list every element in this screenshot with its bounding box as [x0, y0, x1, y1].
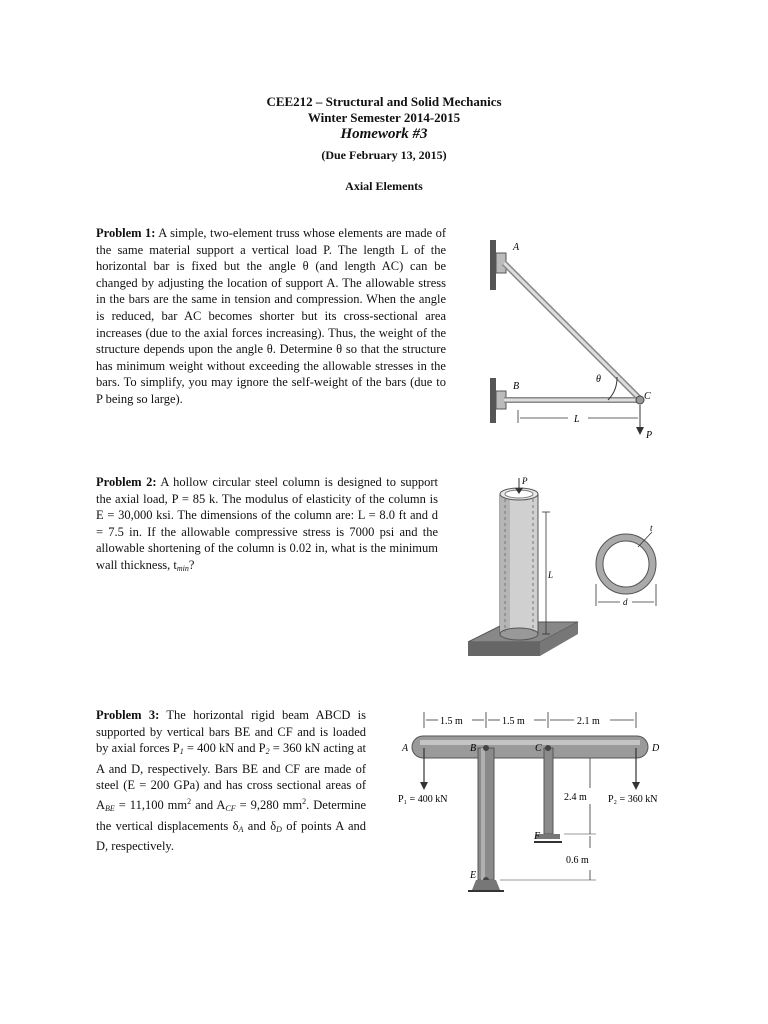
load-p2: P₂ = 360 kN: [608, 794, 658, 805]
label-theta: θ: [596, 374, 601, 385]
rigid-beam: [412, 736, 648, 758]
column-figure: [460, 474, 690, 669]
rigid-beam-figure: [390, 708, 690, 908]
course-title: CEE212 – Structural and Solid Mechanics: [266, 94, 502, 109]
label-t: t: [650, 523, 653, 533]
angle-arc: [608, 377, 617, 400]
problem-3-title: Problem 3:: [96, 708, 160, 722]
dim-fe: 0.6 m: [566, 855, 589, 866]
joint-c: [636, 396, 644, 404]
label-p: P: [522, 476, 528, 486]
label-d: d: [623, 597, 628, 607]
dim-cd: 2.1 m: [577, 716, 600, 727]
label-f: F: [534, 831, 541, 842]
dim-cf: 2.4 m: [564, 792, 587, 803]
label-d: D: [652, 743, 660, 754]
truss-figure: [480, 225, 670, 445]
label-c: C: [535, 743, 542, 754]
problem-1-title: Problem 1:: [96, 226, 156, 240]
homework-title: Homework #3: [340, 126, 428, 142]
problem-1-text: A simple, two-element truss whose elements are made of the same material support a vertical load P. The length L of the horizontal bar is fixed but the angle θ (and length AC) can be changed by adjusting the location of support A. The allowable stress in the bars are the same in tension and compression. When the angle is reduced, bar AC becomes shorter but its cross-sectional area increases (due to the axial forces increasing). Thus, the weight of the structure depends upon the angle θ. Determine θ so that the structure has minimum weight without exceeding the allowable stresses in the bars. To simplify, you may ignore the self-weight of the bars (due to P being so large).: [96, 226, 446, 406]
problem-2-title: Problem 2:: [96, 475, 157, 489]
load-p1: P₁ = 400 kN: [398, 794, 448, 805]
label-l: L: [574, 414, 580, 425]
label-l: L: [548, 570, 554, 580]
dim-bc: 1.5 m: [502, 716, 525, 727]
label-a: A: [513, 242, 520, 253]
label-c: C: [644, 391, 651, 402]
bar-cf: [544, 748, 553, 834]
problem-3: Problem 3: The horizontal rigid beam ABCD is supported by vertical bars BE and CF and is loaded by axial forces $P_1 = 400$ kN and $P_2 = 360$ kN acting at A and D, respectively. Bars BE and CF are made of steel (E = 200 GPa) and has cross sectional areas of $A_{BE} = 11,100$ $mm^2$ and $A_{CF} = 9,280$ $mm^2$. Determine the vertical displacements $\delta_A$ and $\delta_D$ of points A and D, respectively.: [96, 708, 367, 854]
dim-ab: 1.5 m: [440, 716, 463, 727]
semester: Winter Semester 2014-2015: [307, 110, 461, 125]
topic: Axial Elements: [345, 179, 423, 193]
wall-b: [490, 378, 496, 423]
label-b: B: [470, 743, 477, 754]
label-a: A: [402, 743, 409, 754]
wall-a: [490, 240, 496, 290]
label-e: E: [470, 870, 477, 881]
bar-be: [478, 748, 494, 880]
problem-2-text: A hollow circular steel column is designed to support the axial load, P = 85 k. The modulus of elasticity of the column is E = 30,000 ksi. The dimensions of the column are: L = 8.0 ft and d = 7.5 in. If the allowable compressive stress is 7000 psi and the allowable shortening of the column is 0.02 in, what is the minimum wall thickness, t: [96, 475, 439, 572]
due-date: (Due February 13, 2015): [321, 148, 447, 162]
label-p: P: [646, 430, 653, 441]
problem-1: [96, 225, 446, 408]
label-b: B: [513, 381, 520, 392]
problem-2: Problem 2: A hollow circular steel column is designed to support the axial load, P = 85 k. The modulus of elasticity of the column is E = 30,000 ksi. The dimensions of the column are: L = 8.0 ft and d = 7.5 in. If the allowable compressive stress is 7000 psi and the allowable shortening of the column is 0.02 in, what is the minimum wall thickness, $t_{min}$?: [96, 475, 439, 573]
